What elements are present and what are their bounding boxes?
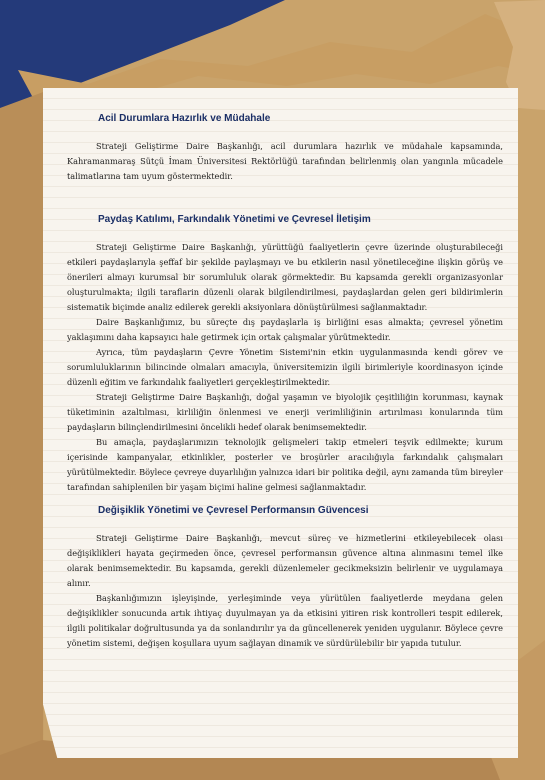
paragraph-paydas-5: Bu amaçla, paydaşlarımızın teknolojik gelişmeleri takip etmeleri teşvik edilmekte; kurum içerisinde kampanyalar, etkinlikler, posterler ve broşürler aracılığıyla farkındalık çalışmaları yürütülmektedir. Böylece çevreye duyarlılığın yalnızca idari bir politika değil, aynı zamanda tüm bireyler tarafından sahiplenilen bir yaşam biçimi haline gelmesi sağlanmaktadır.	[67, 437, 503, 492]
document-content	[67, 112, 503, 651]
paragraph-paydas-1: Strateji Geliştirme Daire Başkanlığı, yürüttüğü faaliyetlerin çevre üzerinde oluşturabileceği etkileri paydaşlarıyla şeffaf bir şekilde paylaşmayı ve bu etkilerin nasıl yönetileceğine ilişkin görüş ve önerileri almayı kurumsal bir sorumluluk olarak görmektedir. Bu kapsamda gerekli organizasyonlar oluşturulmakta; ilgili taraflarin düzenli olarak bilgilendirilmesi, paydaşlardan gelen geri bildirimlerin sistematik biçimde analiz edilerek gerekli aksiyonlara dönüştürülmesi sağlanmaktadır.	[67, 242, 503, 312]
section-title-paydas-katilimi: Paydaş Katılımı, Farkındalık Yönetimi ve Çevresel İletişim	[98, 214, 371, 225]
section-title-acil-durumlar: Acil Durumlara Hazırlık ve Müdahale	[98, 113, 271, 124]
section-title-degisiklik-yonetimi: Değişiklik Yönetimi ve Çevresel Performansın Güvencesi	[98, 505, 369, 516]
paragraph-acil-1: Strateji Geliştirme Daire Başkanlığı, acil durumlara hazırlık ve müdahale kapsamında, Kahramanmaraş Sütçü İmam Üniversitesi Rektörlüğü tarafından belirlenmiş olan yangınla mücadele talimatlarına tam uyum göstermektedir.	[67, 141, 503, 181]
section-paydas-katilimi	[67, 214, 503, 495]
left-ribbon-shape	[0, 91, 46, 780]
paragraph-paydas-4: Strateji Geliştirme Daire Başkanlığı, doğal yaşamın ve biyolojik çeşitliliğin korunması, kaynak tüketiminin azaltılması, kirliliğin önlenmesi ve enerji verimliliğinin artırılması konularında tüm paydaşların bilinçlendirilmesini öncelikli hedef olarak benimsemektedir.	[67, 392, 503, 432]
section-degisiklik-yonetimi	[67, 505, 503, 651]
paragraph-degisiklik-2: Başkanlığımızın işleyişinde, yerleşiminde veya yürütülen faaliyetlerde meydana gelen değişiklikler sonucunda artık ihtiyaç duyulmayan ya da etkisini yitiren risk kontrolleri tespit edilerek, ilgili politikalar doğrultusunda ya da sonlandırılır ya da güncellenerek yeniden uygulanır. Böylece çevre yönetim sistemi, değişen koşullara uyum sağlayan dinamik ve sürdürülebilir bir yapıda tutulur.	[67, 593, 503, 648]
paragraph-paydas-3: Ayrıca, tüm paydaşların Çevre Yönetim Sistemi'nin etkin uygulanmasında kendi görev ve sorumluluklarının bilincinde olmaları amacıyla, üniversitemizin ilgili birimleriyle koordinasyon içinde düzenli eğitim ve farkındalık faaliyetleri gerçekleştirilmektedir.	[67, 347, 503, 387]
section-acil-durumlar	[67, 113, 503, 184]
paragraph-paydas-2: Daire Başkanlığımız, bu süreçte dış paydaşlarla iş birliğini esas almakta; çevresel yönetim yaklaşımını daha kapsayıcı hale getirmek için ortak çalışmalar yürütmektedir.	[67, 317, 503, 342]
paragraph-degisiklik-1: Strateji Geliştirme Daire Başkanlığı, mevcut süreç ve hizmetlerini etkileyebilecek olası değişiklikleri hayata geçirmeden önce, çevresel performansın güvence altına alınmasını temel ilke olarak benimsemektedir. Bu kapsamda, gerekli düzenlemeler gecikmeksizin belirlenir ve uygulamaya alınır.	[67, 533, 503, 588]
